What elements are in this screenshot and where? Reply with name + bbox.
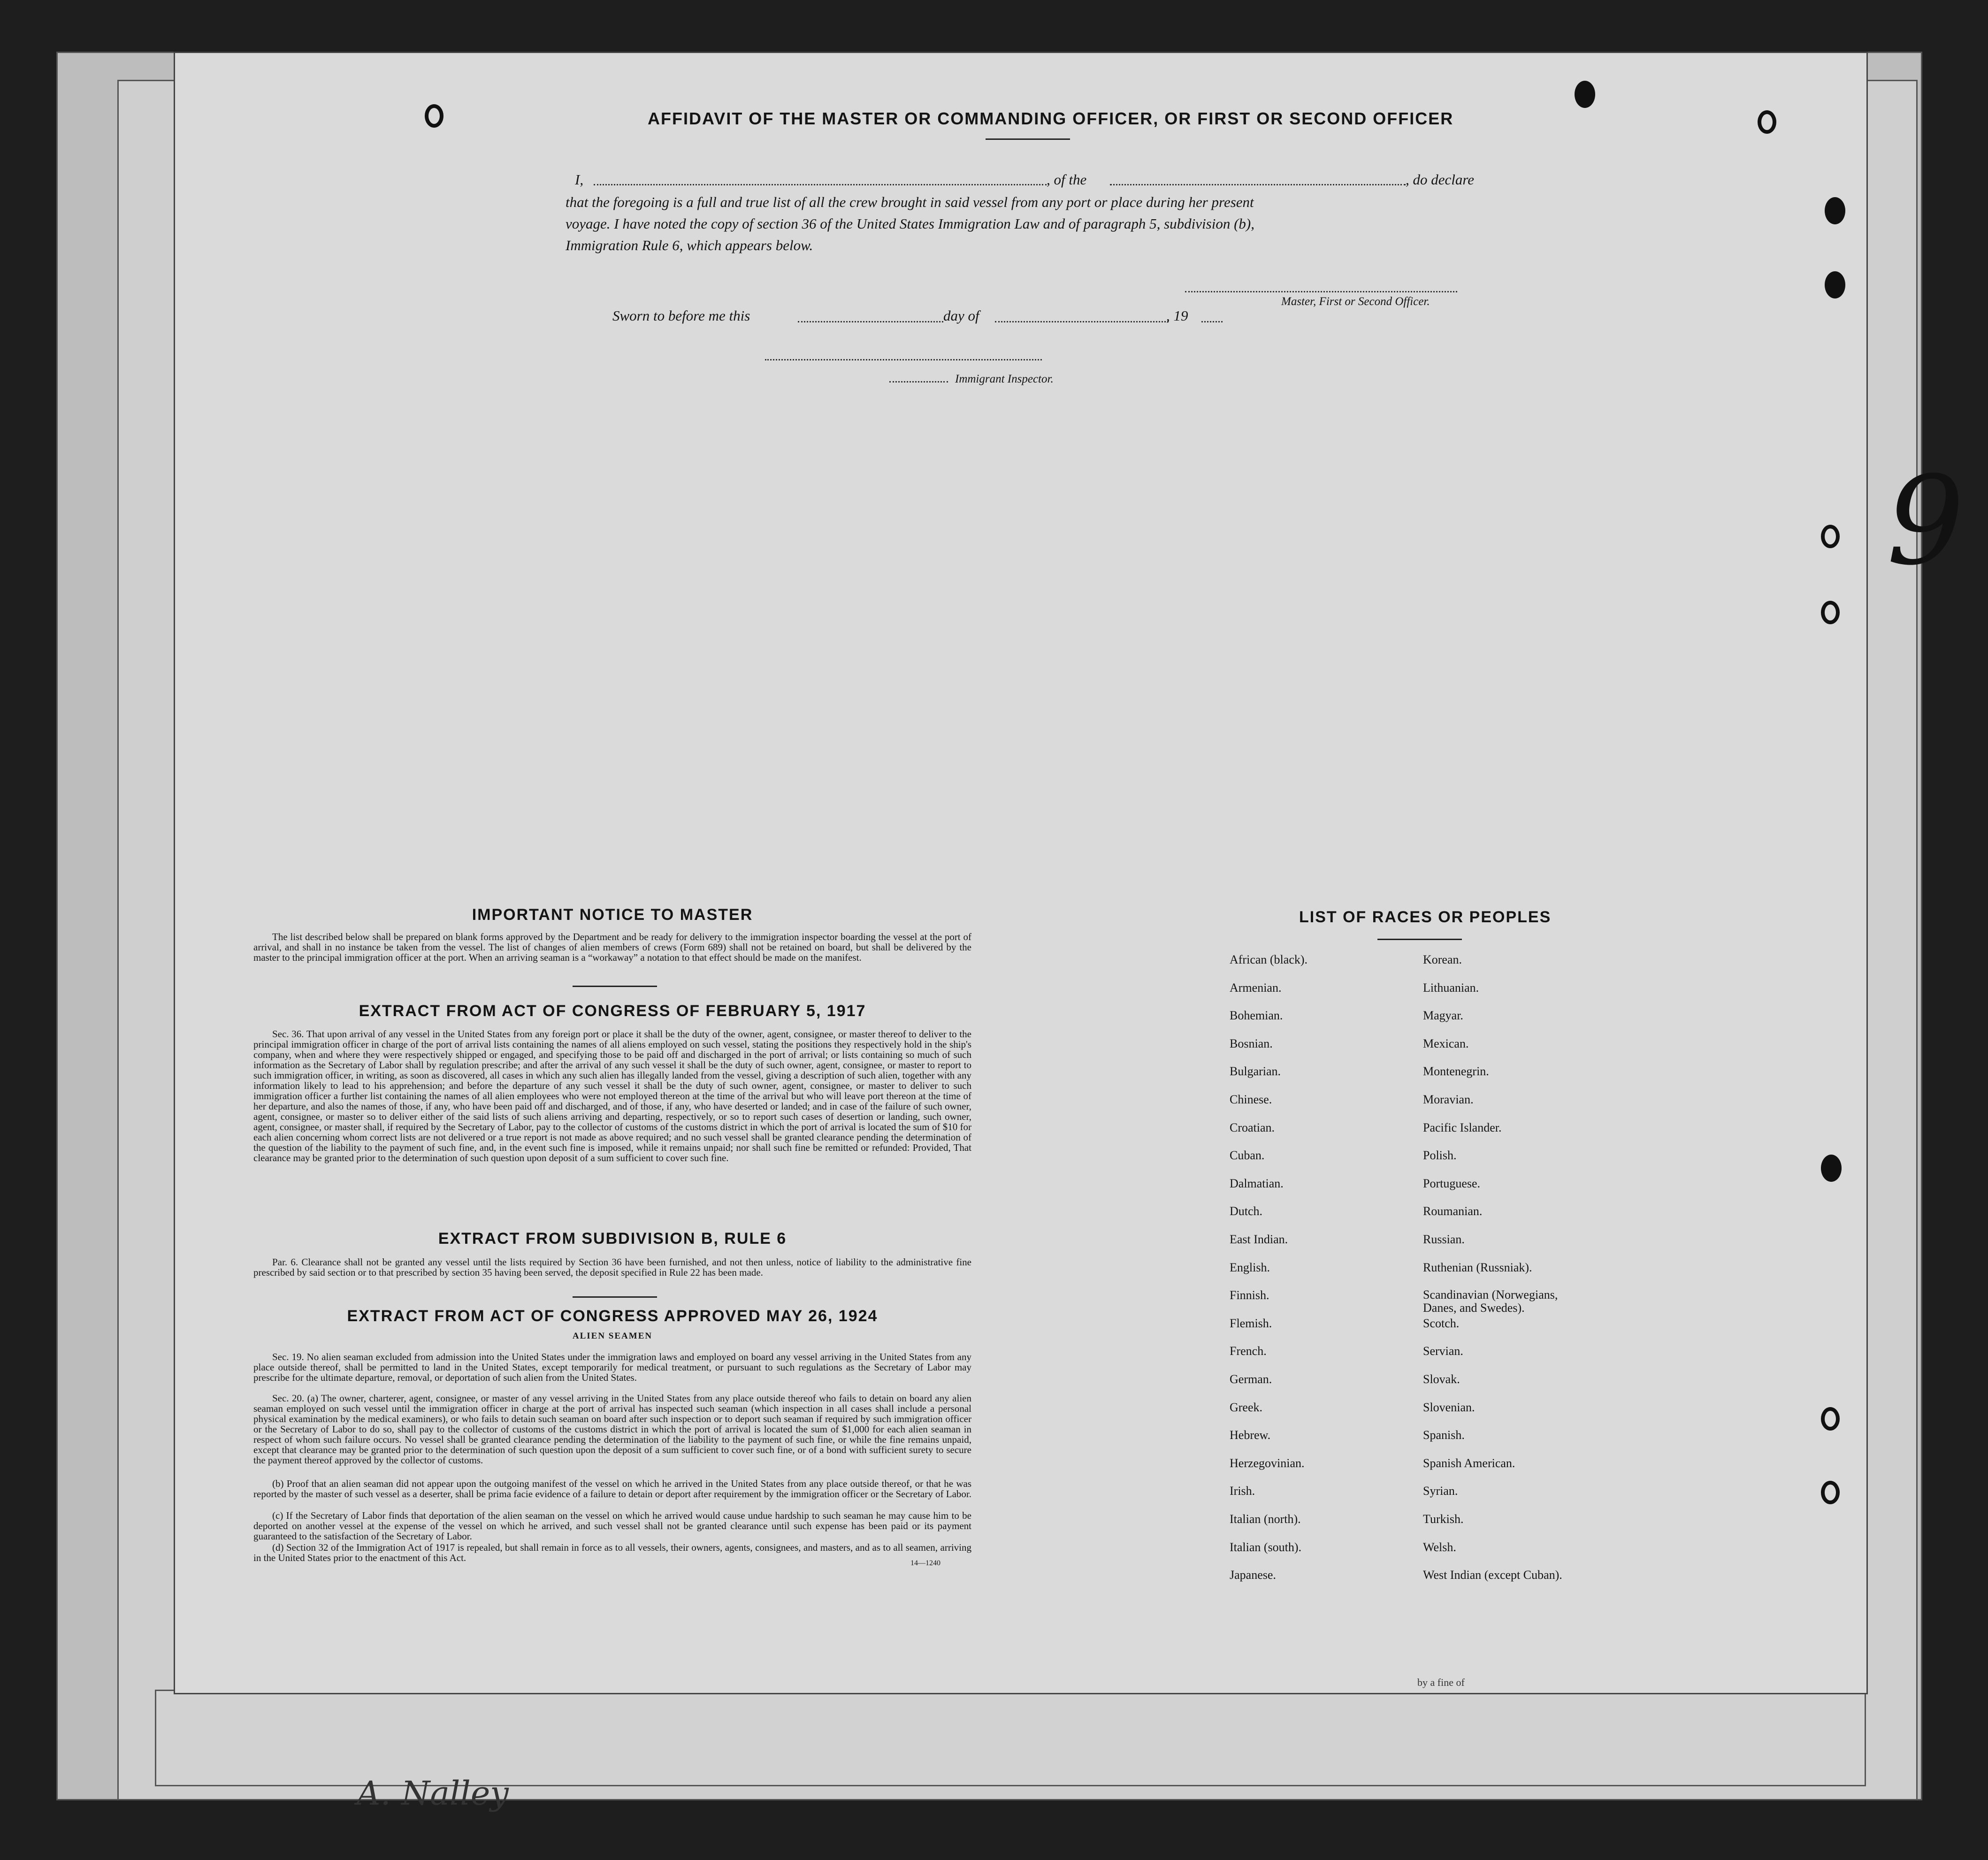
race-item: Italian (north).: [1230, 1512, 1301, 1526]
extract-1917-title: EXTRACT FROM ACT OF CONGRESS OF FEBRUARY 5, 1917: [359, 1002, 866, 1020]
extract-1924-title: EXTRACT FROM ACT OF CONGRESS APPROVED MAY 26, 1924: [347, 1307, 878, 1325]
punch-hole: [1575, 81, 1595, 108]
race-item: African (black).: [1230, 953, 1308, 966]
race-item: Mexican.: [1423, 1036, 1469, 1050]
race-item: Polish.: [1423, 1148, 1457, 1163]
punch-hole: [1821, 1407, 1840, 1431]
race-item: English.: [1230, 1260, 1270, 1274]
sworn-label: Sworn to before me this: [612, 307, 750, 324]
divider: [986, 138, 1070, 140]
race-item: Turkish.: [1423, 1512, 1464, 1526]
race-item: Cuban.: [1230, 1148, 1265, 1163]
race-item: Korean.: [1423, 953, 1462, 966]
punch-hole: [1821, 1155, 1842, 1182]
under-sheet-text: by a fine of: [1417, 1676, 1465, 1688]
race-item: Scotch.: [1423, 1316, 1460, 1330]
form-number: 14—1240: [910, 1559, 940, 1567]
race-item: Chinese.: [1230, 1093, 1272, 1106]
affidavit-do-declare: , do declare: [1406, 171, 1475, 188]
race-item: Hebrew.: [1230, 1428, 1271, 1442]
notice-title: IMPORTANT NOTICE TO MASTER: [472, 906, 753, 924]
race-item: Slovak.: [1423, 1372, 1460, 1386]
race-item: Japanese.: [1230, 1568, 1276, 1582]
extract-1924-sec20c: (c) If the Secretary of Labor finds that deportation of the alien seaman on the vessel on which he arrived would cause undue hardship to such seaman he may cause him to be deported on another vessel at the expense of the vessel on which he arrived, and such vessel shall not be granted clearance until such expense has been paid or its payment guaranteed to the satisfaction of the Secretary of Labor.: [253, 1510, 971, 1542]
punch-hole: [425, 104, 443, 128]
master-signature-label: Master, First or Second Officer.: [1281, 295, 1430, 308]
divider: [573, 986, 657, 987]
alien-seamen-heading: ALIEN SEAMEN: [572, 1331, 653, 1341]
race-item: Bulgarian.: [1230, 1064, 1281, 1079]
race-item: Armenian.: [1230, 980, 1282, 995]
extract-1917-body: Sec. 36. That upon arrival of any vessel in the United States from any foreign port or place it shall be the duty of the owner, agent, consignee, or master thereof to deliver to the principal immigration officer in charge of the port of arrival lists containing the names of all aliens employed on such vessel, stating the positions they respectively hold in the ship's company, when and where they were respectively shipped or engaged, and specifying those to be paid off and discharged in the port of arrival; or lists containing so much of such information as the Secretary of Labor shall by regulation prescribe; and after the arrival of any such vessel it shall be the duty of such owner, agent, consignee, or master to report to such immigration officer, in writing, as soon as discovered, all cases in which any such alien has illegally landed from the vessel, giving a description of such alien, together with any information likely to lead to his apprehension; and before the departure of any such vessel it shall be the duty of such owner, agent, consignee, or master to deliver to such immigration officer a further list containing the names of all alien employees who were not employed thereon at the time of the arrival but who will leave port thereon at the time of her departure, and also the names of those, if any, who have been paid off and discharged, and of those, if any, who have deserted or landed; and in case of the failure of such owner, agent, consignee, or master so to deliver either of the said lists of such aliens arriving and departing, respectively, or so to report such cases of desertion or landing, such owner, agent, consignee, or master shall, if required by the Secretary of Labor, pay to the collector of customs of the customs district in which the port of arrival is located the sum of $10 for each alien concerning whom correct lists are not delivered or a true report is not made as above required; and no such vessel shall be granted clearance pending the determination of the question of the liability to the payment of such fine, and, in the event such fine is imposed, while it remains unpaid; nor shall such fine be remitted or refunded: Provided, That clearance may be granted prior to the determination of such question upon deposit of a sum sufficient to cover such fine.: [253, 1028, 971, 1163]
affidavit-line-4: Immigration Rule 6, which appears below.: [566, 237, 813, 253]
divider: [1377, 939, 1462, 940]
race-item: East Indian.: [1230, 1232, 1288, 1246]
race-item: Dalmatian.: [1230, 1176, 1284, 1190]
sworn-year-field[interactable]: [1201, 321, 1223, 322]
race-item: Slovenian.: [1423, 1400, 1475, 1414]
under-sheet-handwriting: A. Nalley: [357, 1774, 509, 1813]
sworn-month-field[interactable]: [995, 321, 1169, 322]
race-item: Russian.: [1423, 1232, 1465, 1246]
race-item: Montenegrin.: [1423, 1064, 1489, 1079]
race-item: Croatian.: [1230, 1120, 1275, 1134]
race-item: Bohemian.: [1230, 1009, 1283, 1023]
race-item: German.: [1230, 1372, 1272, 1386]
sworn-day-field[interactable]: [798, 321, 943, 322]
race-item: Italian (south).: [1230, 1540, 1302, 1554]
race-item: Moravian.: [1423, 1093, 1474, 1106]
race-item: Pacific Islander.: [1423, 1120, 1502, 1134]
race-item: West Indian (except Cuban).: [1423, 1568, 1562, 1582]
extract-1924-sec20d: (d) Section 32 of the Immigration Act of 1917 is repealed, but shall remain in force as to all vessels, their owners, agents, consignees, and masters, and as to all seamen, arriving in the United States prior to the enactment of this Act.: [253, 1542, 971, 1563]
race-item: Welsh.: [1423, 1540, 1456, 1554]
punch-hole: [1821, 1481, 1840, 1504]
race-item: Dutch.: [1230, 1204, 1263, 1218]
extract-1924-sec19: Sec. 19. No alien seaman excluded from admission into the United States under the immigration laws and employed on board any vessel arriving in the United States from any place outside thereof, shall be permitted to land in the United States, except temporarily for medical treatment, or pursuant to such regulations as the Secretary of Labor may prescribe for the ultimate departure, removal, or deportation of such alien from the United States.: [253, 1351, 971, 1383]
affidavit-i: I,: [575, 171, 584, 188]
extract-1924-sec20b: (b) Proof that an alien seaman did not appear upon the outgoing manifest of the vessel on which he arrived in the United States from any place outside thereof, or that he was reported by the master of such vessel as a deserter, shall be prima facie evidence of a failure to detain or deport after requirement by the immigration officer or the Secretary of Labor.: [253, 1478, 971, 1500]
punch-hole: [1758, 110, 1776, 134]
notice-body: The list described below shall be prepared on blank forms approved by the Department and be ready for delivery to the immigration inspector boarding the vessel at the port of arrival, and shall in no instance be taken from the vessel. The list of changes of alien members of crews (Form 689) shall not be retained on board, but shall be delivered by the master to the principal immigration officer at the port. When an arriving seaman is a “workaway” a notation to that effect should be made on the manifest.: [253, 931, 971, 963]
inspector-signature-field[interactable]: [765, 359, 1042, 360]
rule-6-body: Par. 6. Clearance shall not be granted any vessel until the lists required by Section 36 have been furnished, and not then unless, notice of liability to the administrative fine prescribed by said section or to that prescribed by section 35 having been served, the deposit specified in Rule 22 has been made.: [253, 1256, 971, 1278]
affidavit-of-the: , of the: [1047, 171, 1087, 188]
race-item: Spanish.: [1423, 1428, 1465, 1442]
divider: [573, 1296, 657, 1298]
race-item: Bosnian.: [1230, 1036, 1273, 1050]
day-of-label: day of: [943, 307, 979, 324]
races-title: LIST OF RACES OR PEOPLES: [1299, 908, 1552, 926]
race-item: Servian.: [1423, 1344, 1463, 1358]
punch-hole: [1821, 525, 1840, 548]
handwritten-number: 9: [1887, 451, 1965, 592]
race-item: Spanish American.: [1423, 1456, 1515, 1470]
race-item: Magyar.: [1423, 1009, 1463, 1023]
race-item: Syrian.: [1423, 1484, 1458, 1498]
back-sheet: [155, 1690, 1866, 1786]
race-item: Lithuanian.: [1423, 980, 1479, 995]
extract-1924-sec20a: Sec. 20. (a) The owner, charterer, agent, consignee, or master of any vessel arriving in the United States from any place outside thereof who fails to detain on board any alien seaman employed on such vessel until the immigration officer in charge at the port of arrival has inspected such seaman (which inspection in all cases shall include a personal physical examination by the medical examiners), or who fails to detain such seaman on board after such inspection or to deport such seaman if required by such immigration officer or the Secretary of Labor to do so, shall pay to the collector of customs of the customs district in which the port of arrival is located the sum of $1,000 for each alien seaman in respect of whom such failure occurs. No vessel shall be granted clearance pending the determination of the liability to the payment of such fine, or while the fine remains unpaid, except that clearance may be granted prior to the determination of such question upon the deposit of a sum sufficient to cover such fine, or of a bond with sufficient surety to secure the payment thereof approved by the collector of customs.: [253, 1393, 971, 1466]
punch-hole: [1825, 271, 1845, 299]
affidavit-title: AFFIDAVIT OF THE MASTER OR COMMANDING OFFICER, OR FIRST OR SECOND OFFICER: [648, 109, 1454, 128]
inspector-lead-dots: [889, 381, 948, 383]
race-item: Roumanian.: [1423, 1204, 1483, 1218]
affidavit-line-3: voyage. I have noted the copy of section 36 of the United States Immigration Law and of paragraph 5, subdivision (b),: [566, 215, 1254, 232]
rule-6-title: EXTRACT FROM SUBDIVISION B, RULE 6: [438, 1230, 787, 1248]
race-item: Greek.: [1230, 1400, 1263, 1414]
race-item: French.: [1230, 1344, 1267, 1358]
race-item: Ruthenian (Russniak).: [1423, 1260, 1532, 1274]
punch-hole: [1821, 601, 1840, 624]
race-item: Flemish.: [1230, 1316, 1272, 1330]
declarant-name-field[interactable]: [594, 184, 1047, 185]
race-item: Herzegovinian.: [1230, 1456, 1305, 1470]
race-item: Irish.: [1230, 1484, 1255, 1498]
affidavit-line-2: that the foregoing is a full and true list of all the crew brought in said vessel from any port or place during her present: [566, 194, 1254, 210]
race-item: Scandinavian (Norwegians, Danes, and Swedes).: [1423, 1288, 1558, 1315]
race-item: Finnish.: [1230, 1288, 1269, 1302]
race-item: Portuguese.: [1423, 1176, 1481, 1190]
vessel-name-field[interactable]: [1110, 184, 1406, 185]
punch-hole: [1825, 197, 1845, 224]
inspector-label: Immigrant Inspector.: [955, 373, 1054, 385]
year-label: , 19: [1166, 307, 1188, 324]
